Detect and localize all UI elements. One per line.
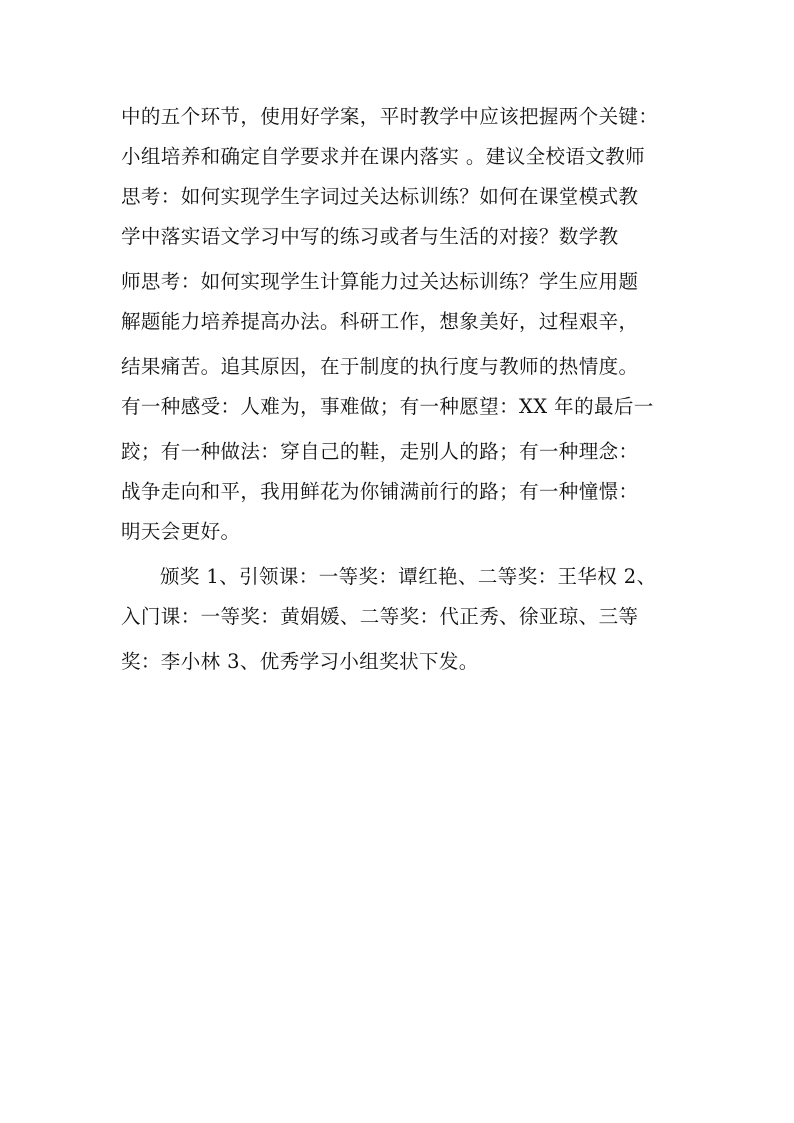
paragraph-line: 跤；有一种做法：穿自己的鞋，走别人的路；有一种理念： <box>121 440 639 463</box>
paragraph-line: 战争走向和平，我用鲜花为你铺满前行的路；有一种憧憬： <box>121 480 639 503</box>
paragraph-line: 入门课：一等奖：黄娟媛、二等奖：代正秀、徐亚琼、三等 <box>121 605 639 628</box>
paragraph-line: 思考：如何实现学生字词过关达标训练？如何在课堂模式教 <box>121 185 639 208</box>
paragraph-line: 中的五个环节，使用好学案，平时教学中应该把握两个关键： <box>121 105 659 128</box>
paragraph-line: 师思考：如何实现学生计算能力过关达标训练？学生应用题 <box>121 270 639 293</box>
paragraph-line: 解题能力培养提高办法。科研工作，想象美好，过程艰辛， <box>121 310 639 333</box>
paragraph-line: 小组培养和确定自学要求并在课内落实 。建议全校语文教师 <box>121 145 645 168</box>
paragraph-line: 奖：李小林 3、优秀学习小组奖状下发。 <box>121 650 479 673</box>
paragraph-line: 颁奖 1、引领课：一等奖：谭红艳、二等奖：王华权 2、 <box>160 565 657 588</box>
paragraph-line: 明天会更好。 <box>121 520 241 543</box>
paragraph-line: 学中落实语文学习中写的练习或者与生活的对接？数学教 <box>121 225 619 248</box>
paragraph-line: 有一种感受：人难为，事难做；有一种愿望：XX 年的最后一 <box>121 395 654 418</box>
paragraph-line: 结果痛苦。追其原因，在于制度的执行度与教师的热情度。 <box>121 355 639 378</box>
